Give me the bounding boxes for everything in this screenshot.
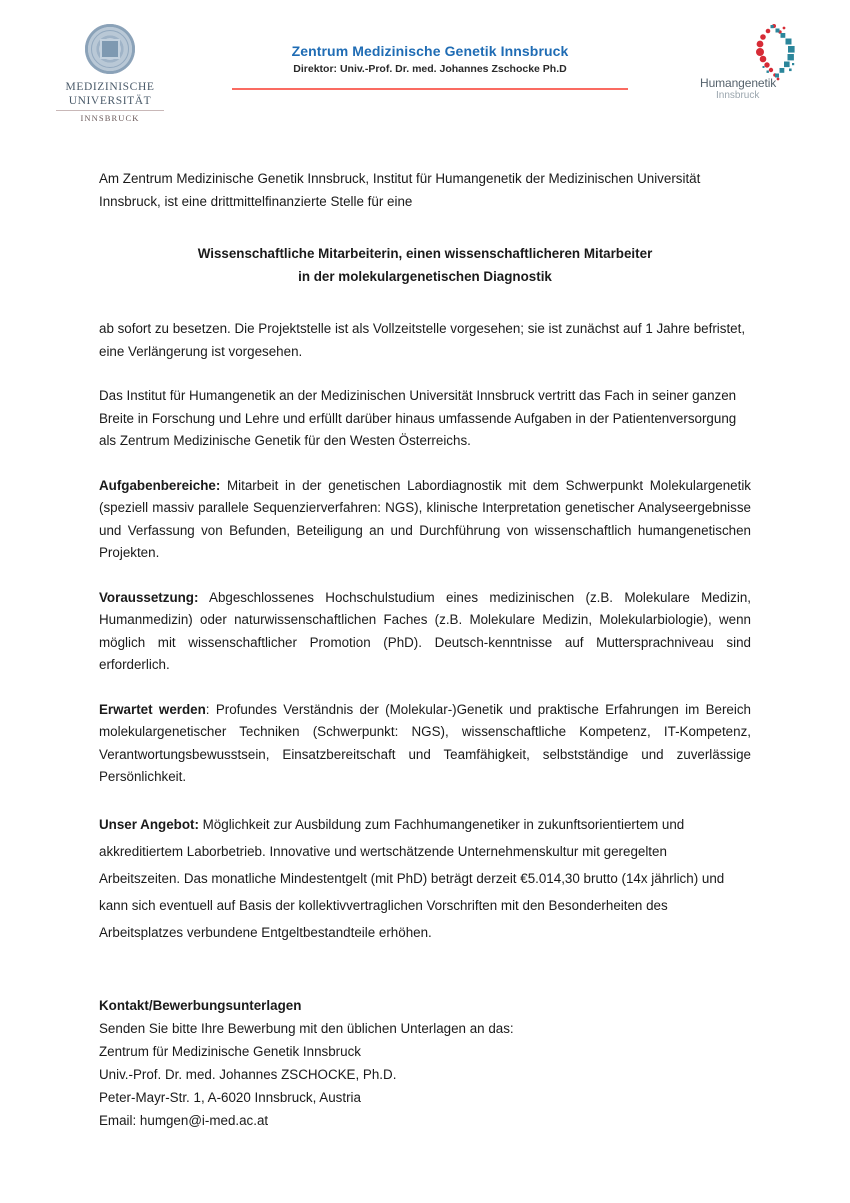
spacer	[99, 363, 751, 385]
section-lead-label: Aufgabenbereiche:	[99, 477, 221, 493]
document-body	[99, 168, 751, 1132]
contact-line: Zentrum für Medizinische Genetik Innsbruck	[99, 1043, 361, 1059]
dna-helix-icon	[744, 22, 806, 84]
section-erwartet-werden	[99, 699, 751, 789]
spacer	[99, 213, 751, 243]
section-aufgabenbereiche	[99, 475, 751, 565]
university-name-line-1: MEDIZINISCHE	[65, 81, 155, 93]
humangenetik-city: Innsbruck	[716, 90, 760, 101]
humangenetik-wordmark	[700, 76, 808, 102]
availability-paragraph: ab sofort zu besetzen. Die Projektstelle ist als Vollzeitstelle vorgesehen; sie ist zunächst auf 1 Jahre befristet, eine Verlängerung ist vorgesehen.	[99, 321, 746, 359]
institution-title: Zentrum Medizinische Genetik Innsbruck	[291, 43, 569, 59]
spacer	[99, 453, 751, 475]
section-lead-label: Unser Angebot:	[99, 816, 199, 832]
section-lead-label: Voraussetzung:	[99, 589, 199, 605]
spacer	[99, 288, 751, 318]
institute-paragraph: Das Institut für Humangenetik an der Medizinischen Universität Innsbruck vertritt das Fach in seiner ganzen Breite in Forschung und Lehre und erfüllt darüber hinaus umfassende Aufgaben in der Patientenversorgung als Zentrum Medizinische Genetik für den Westen Österreichs.	[99, 388, 737, 448]
contact-heading: Kontakt/Bewerbungsunterlagen	[99, 997, 302, 1013]
section-body-text: Mitarbeit in der genetischen Labordiagnostik mit dem Schwerpunkt Molekulargenetik (speziell massiv parallele Sequenzierverfahren: NGS), klinische Interpretation genetischer Analyseergebnisse und Verfassung von Befunden, Beteiligung an und Durchführung von wissenschaftlich humangenetischen Projekten.	[99, 477, 751, 560]
director-line: Direktor: Univ.-Prof. Dr. med. Johannes Zschocke Ph.D	[293, 63, 567, 75]
section-voraussetzung	[99, 587, 751, 677]
contact-email-line: Email: humgen@i-med.ac.at	[99, 1112, 269, 1128]
university-name-line-2: UNIVERSITÄT	[68, 95, 152, 107]
job-title-line-2: in der molekulargenetischen Diagnostik	[298, 268, 552, 284]
job-title-line-1: Wissenschaftliche Mitarbeiterin, einen wissenschaftlicheren Mitarbeiter	[197, 246, 653, 261]
university-city-line: INNSBRUCK	[80, 113, 140, 123]
section-body-text: Möglichkeit zur Ausbildung zum Fachhumangenetiker in zukunftsorientiertem und akkreditiertem Laborbetrieb. Innovative und wertschätzende Unternehmenskultur mit geregelten Arbeitszeiten. Das monatliche Mindestentgelt (mit PhD) beträgt derzeit €5.014,30 brutto (14x jährlich) und kann sich eventuell auf Basis der kollektivvertraglichen Vorschriften mit den Besonderheiten des Arbeitsplatzes verbundene Entgeltbestandteile erhöhen.	[99, 816, 725, 940]
medical-university-innsbruck-logo	[56, 24, 164, 124]
document-header	[0, 0, 850, 140]
header-red-rule	[232, 88, 628, 90]
logo-divider	[56, 110, 164, 111]
humangenetik-innsbruck-logo	[700, 22, 808, 104]
spacer	[99, 789, 751, 811]
section-unser-angebot	[99, 811, 751, 946]
contact-line: Senden Sie bitte Ihre Bewerbung mit den üblichen Unterlagen an das:	[99, 1020, 514, 1036]
university-seal-icon	[85, 24, 135, 74]
humangenetik-name: Humangenetik	[700, 76, 777, 90]
spacer	[99, 677, 751, 699]
section-body-text: : Profundes Verständnis der (Molekular-)Genetik und praktische Erfahrungen im Bereich molekulargenetischer Techniken (Schwerpunkt: NGS), wissenschaftliche Kompetenz, IT-Kompetenz, Verantwortungsbewusstsein, Einsatzbereitschaft und Teamfähigkeit, selbstständige und zuverlässige Persönlichkeit.	[99, 701, 751, 784]
intro-paragraph: Am Zentrum Medizinische Genetik Innsbruck, Institut für Humangenetik der Medizinischen Universität Innsbruck, ist eine drittmittelfinanzierte Stelle für eine	[99, 171, 701, 209]
contact-line: Peter-Mayr-Str. 1, A-6020 Innsbruck, Austria	[99, 1089, 361, 1105]
contact-line: Univ.-Prof. Dr. med. Johannes ZSCHOCKE, Ph.D.	[99, 1066, 397, 1082]
spacer	[99, 565, 751, 587]
section-lead-label: Erwartet werden	[99, 701, 206, 717]
section-body-text: Abgeschlossenes Hochschulstudium eines medizinischen (z.B. Molekulare Medizin, Humanmedizin) oder naturwissenschaftlichen Faches (z.B. Molekulare Medizin, Molekularbiologie), wenn möglich mit wissenschaftlicher Promotion (PhD). Deutsch-kenntnisse auf Muttersprachniveau sind erforderlich.	[99, 589, 751, 672]
spacer	[99, 946, 751, 994]
center-title-block	[232, 42, 628, 77]
